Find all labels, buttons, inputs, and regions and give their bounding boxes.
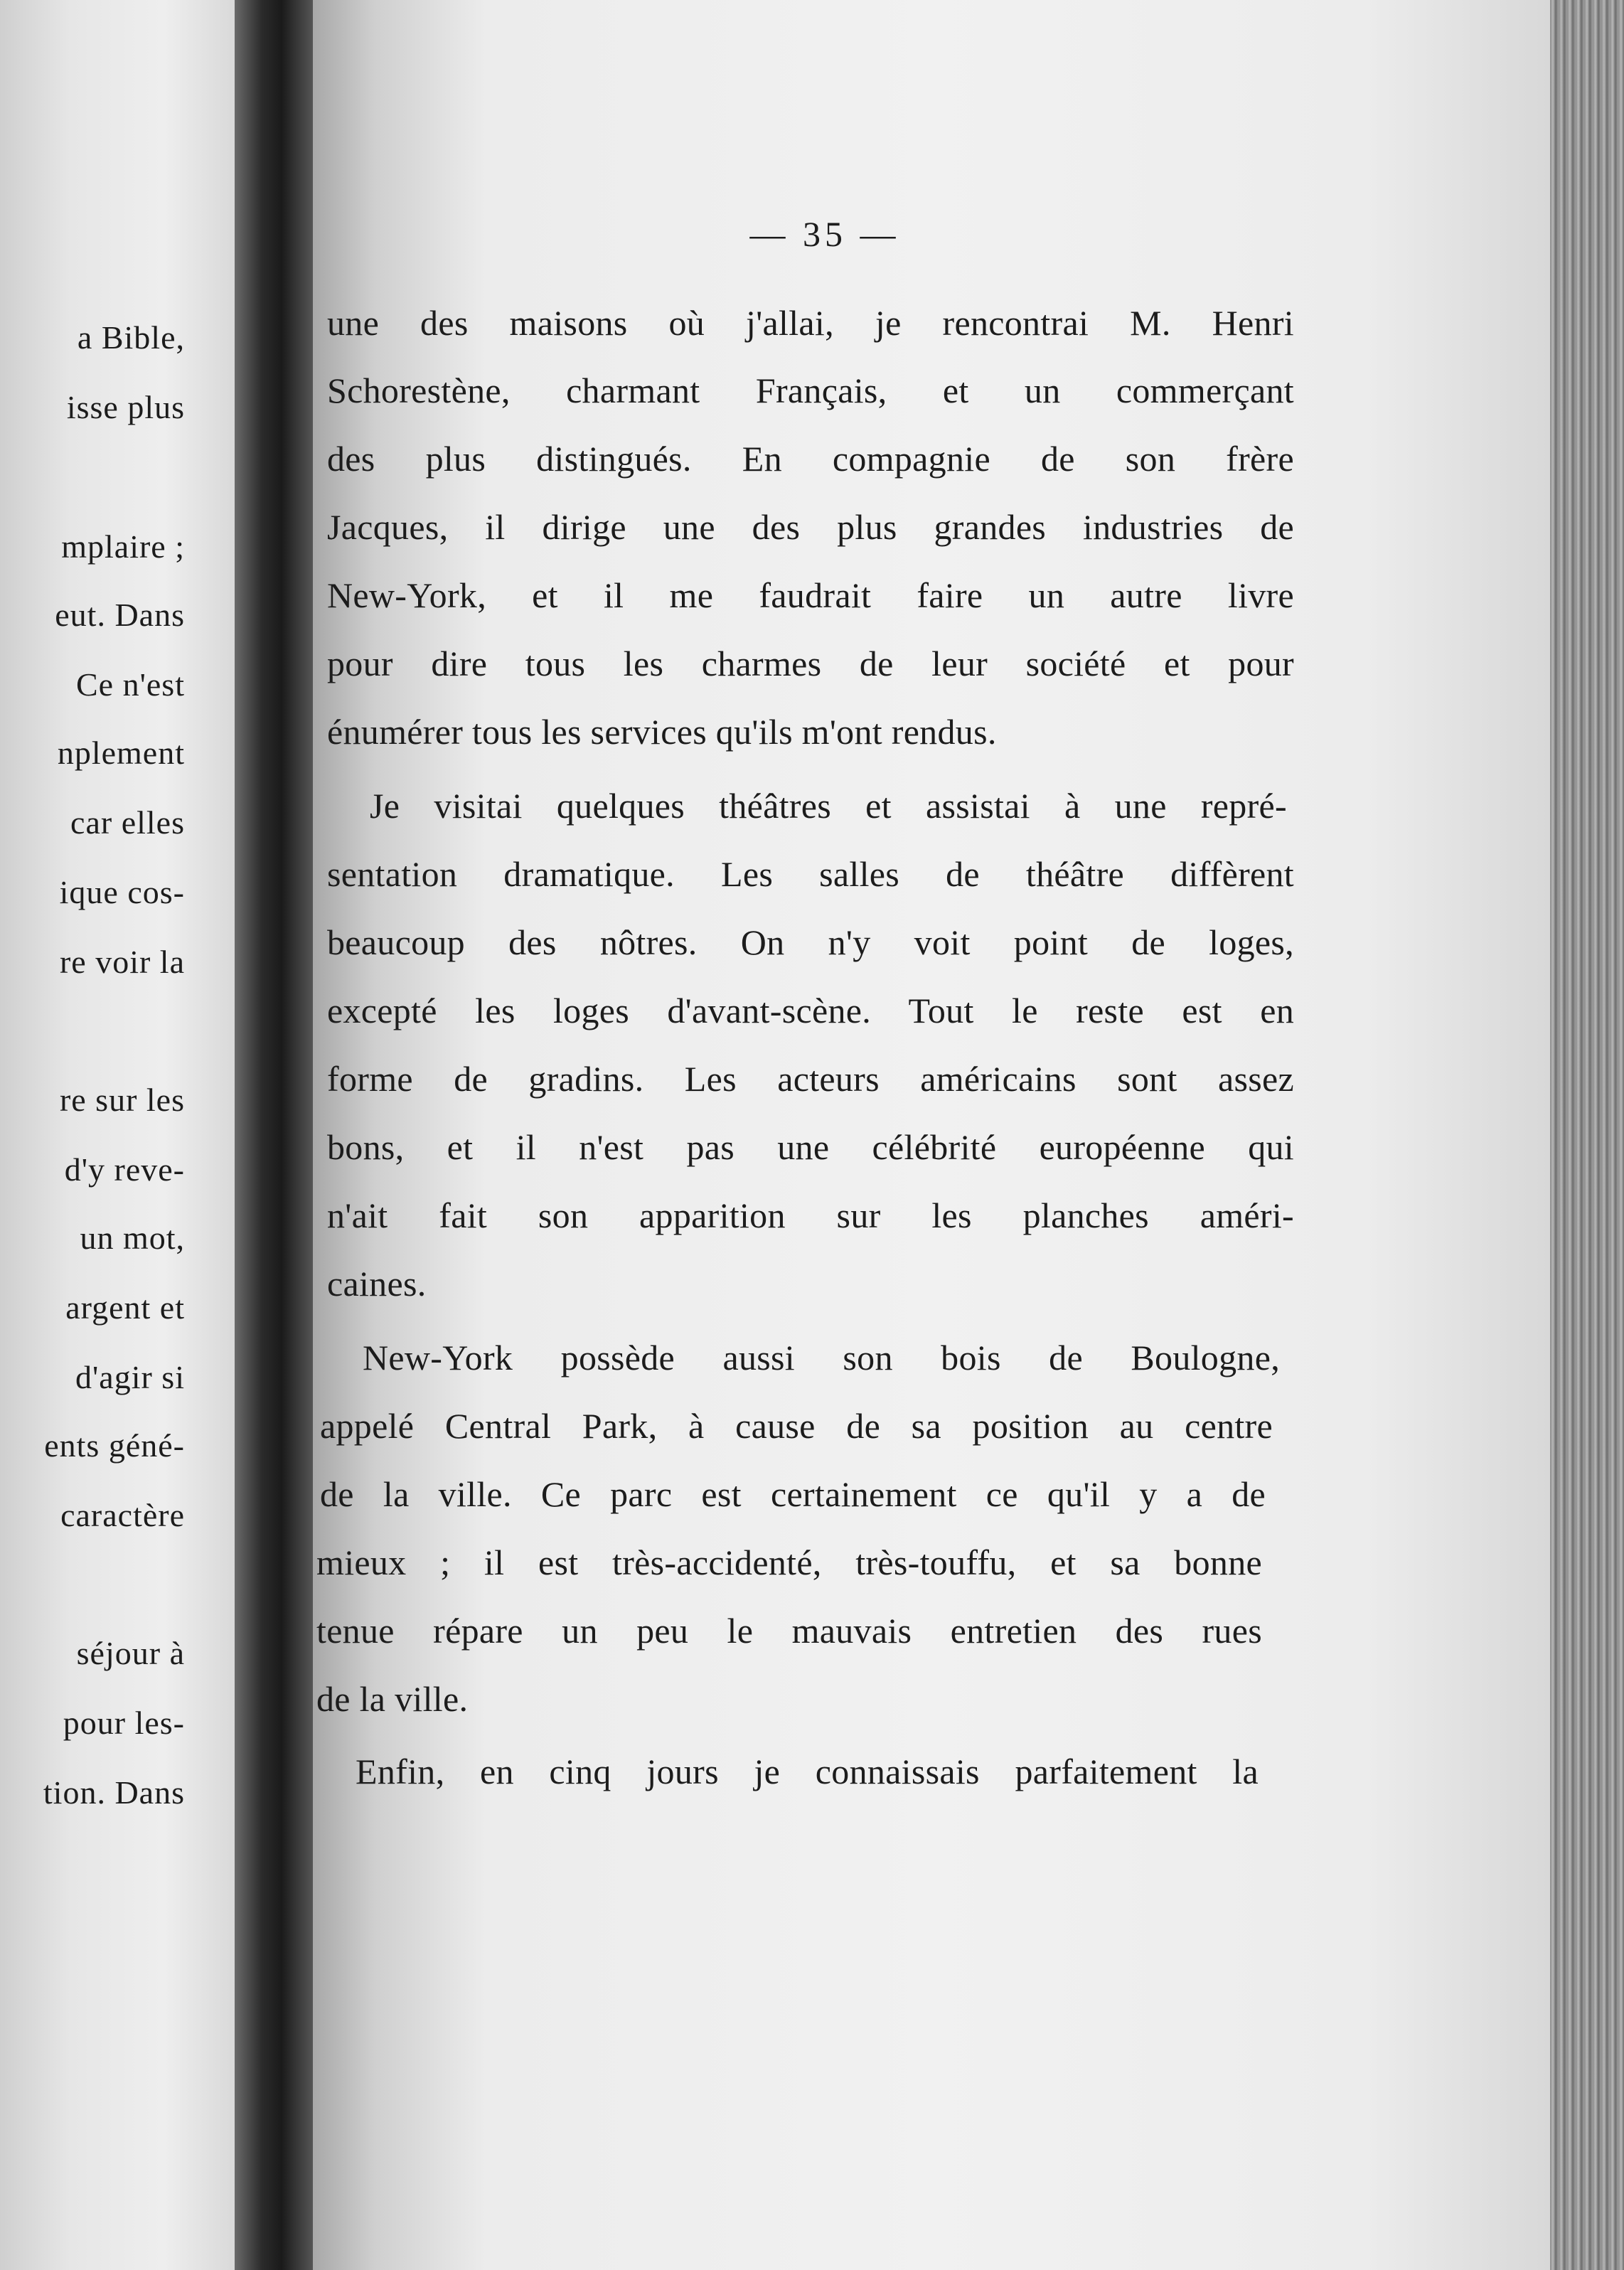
- text-line: tenue répare un peu le mauvais entretien des rues: [316, 1611, 1262, 1651]
- text-line: de la ville. Ce parc est certainement ce qu'il y a de: [320, 1474, 1266, 1514]
- left-line: d'y reve-: [64, 1151, 185, 1188]
- left-line: tion. Dans: [43, 1774, 185, 1811]
- left-line: isse plus: [66, 389, 185, 425]
- text-line: de la ville.: [316, 1679, 469, 1719]
- text-line: beaucoup des nôtres. On n'y voit point de loges,: [327, 922, 1294, 962]
- left-line: re voir la: [59, 944, 185, 980]
- left-line: pour les-: [63, 1705, 185, 1741]
- text-line: New-York possède aussi son bois de Boulogne,: [363, 1338, 1280, 1378]
- text-line: Enfin, en cinq jours je connaissais parfaitement la: [356, 1752, 1259, 1791]
- text-line: bons, et il n'est pas une célébrité européenne qui: [327, 1127, 1294, 1167]
- page-number: — 35 —: [749, 214, 900, 254]
- text-line: énumérer tous les services qu'ils m'ont rendus.: [327, 712, 997, 752]
- text-line: sentation dramatique. Les salles de théâtre diffèrent: [327, 854, 1294, 894]
- text-line: New-York, et il me faudrait faire un autre livre: [327, 575, 1294, 615]
- left-line: mplaire ;: [61, 528, 185, 565]
- left-page-text: [0, 0, 235, 2270]
- left-line: nplement: [57, 735, 185, 771]
- text-line: Jacques, il dirige une des plus grandes industries de: [327, 507, 1294, 547]
- text-line: une des maisons où j'allai, je rencontrai M. Henri: [327, 303, 1294, 343]
- text-line: Je visitai quelques théâtres et assistai à une repré-: [370, 786, 1287, 826]
- left-line: ents géné-: [44, 1427, 185, 1464]
- left-line: caractère: [60, 1497, 185, 1533]
- text-line: excepté les loges d'avant-scène. Tout le reste est en: [327, 991, 1294, 1030]
- left-line: ique cos-: [59, 874, 185, 910]
- left-line: eut. Dans: [55, 597, 185, 633]
- text-line: mieux ; il est très-accidenté, très-touffu, et sa bonne: [316, 1542, 1262, 1582]
- book-gutter: [235, 0, 313, 2270]
- left-line: séjour à: [76, 1635, 185, 1671]
- text-line: n'ait fait son apparition sur les planches améri-: [327, 1195, 1294, 1235]
- left-line: re sur les: [59, 1082, 185, 1118]
- left-line: argent et: [65, 1289, 185, 1326]
- left-line: car elles: [70, 804, 185, 841]
- left-line: Ce n'est: [76, 666, 185, 703]
- text-line: des plus distingués. En compagnie de son frère: [327, 439, 1294, 479]
- text-line: pour dire tous les charmes de leur société et pour: [327, 644, 1294, 683]
- text-line: appelé Central Park, à cause de sa position au centre: [320, 1406, 1273, 1446]
- text-line: caines.: [327, 1264, 427, 1304]
- left-line: d'agir si: [75, 1359, 185, 1395]
- text-line: forme de gradins. Les acteurs américains sont assez: [327, 1059, 1294, 1099]
- left-line: un mot,: [80, 1220, 185, 1256]
- page-edges: [1550, 0, 1624, 2270]
- text-line: Schorestène, charmant Français, et un commerçant: [327, 371, 1294, 410]
- left-line: a Bible,: [77, 319, 185, 356]
